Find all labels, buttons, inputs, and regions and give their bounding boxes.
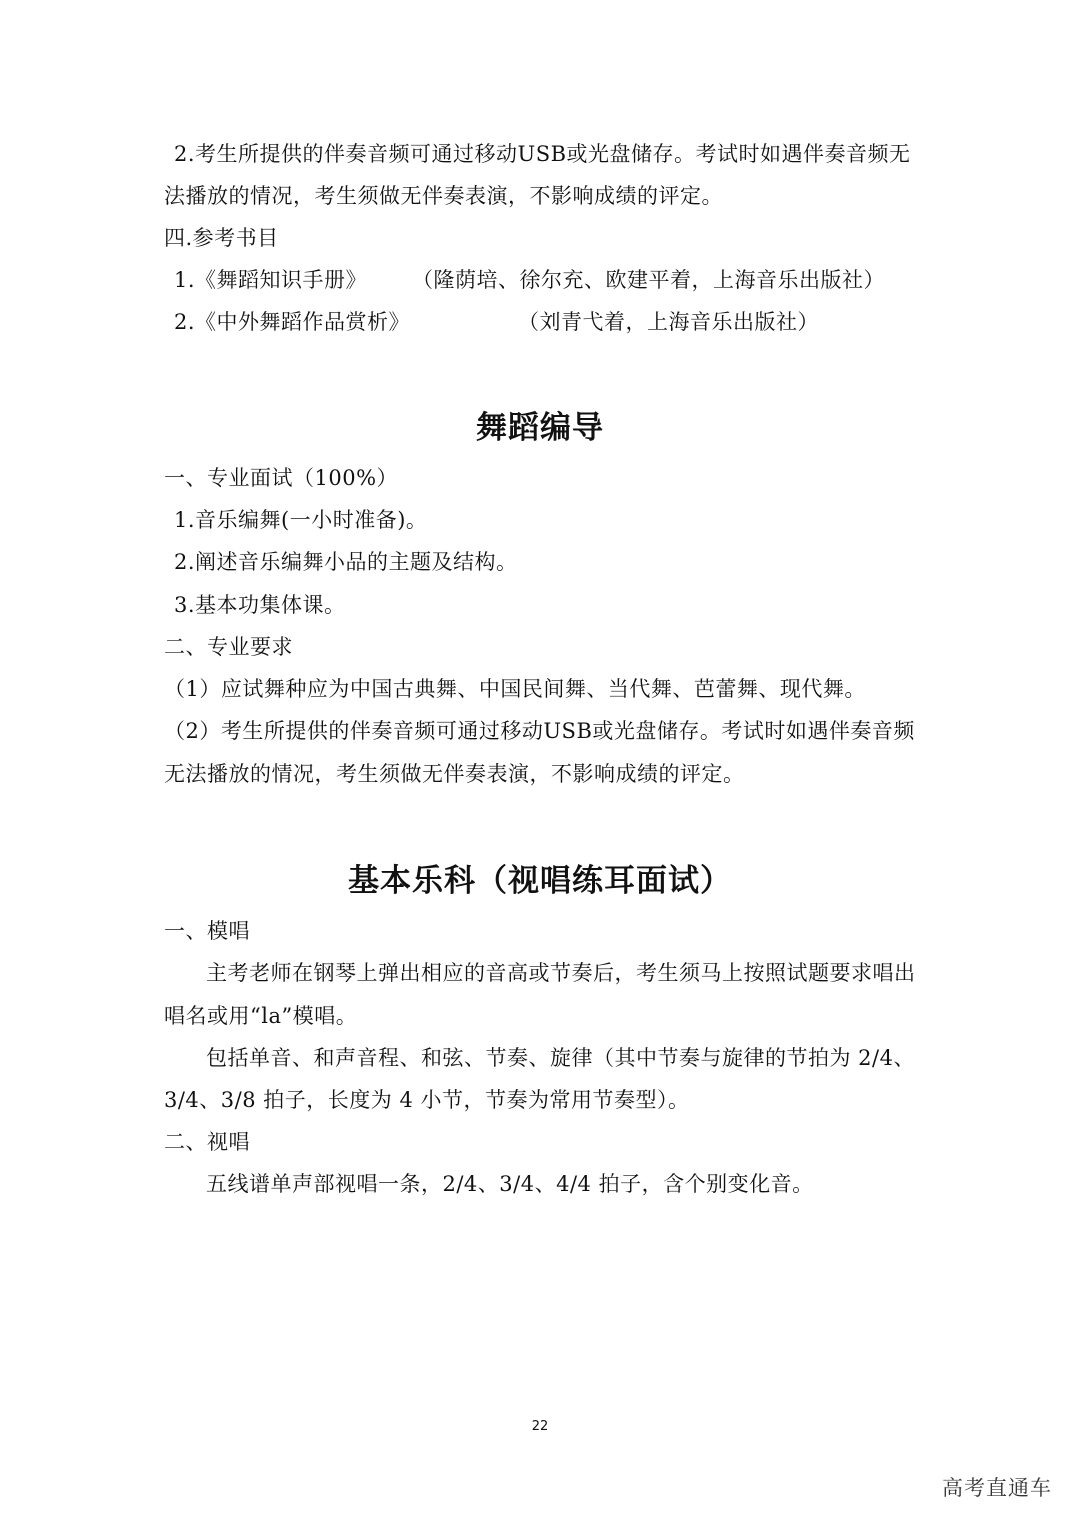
reference-2-title: 2.《中外舞蹈作品赏析》	[174, 310, 411, 334]
sight-singing-heading: 二、视唱	[164, 1130, 250, 1154]
reference-2-info: （刘青弋着，上海音乐出版社）	[518, 310, 819, 334]
choreography-requirement-2-line-1: （2）考生所提供的伴奏音频可通过移动USB或光盘储存。考试时如遇伴奏音频	[164, 719, 915, 743]
choreography-item-1: 1.音乐编舞(一小时准备)。	[174, 508, 428, 532]
imitation-paragraph-2-line-1: 包括单音、和声音程、和弦、节奏、旋律（其中节奏与旋律的节拍为 2/4、	[206, 1046, 915, 1070]
imitation-singing-heading: 一、模唱	[164, 919, 250, 943]
reference-1-title: 1.《舞蹈知识手册》	[174, 268, 368, 292]
choreography-requirement-2-line-2: 无法播放的情况，考生须做无伴奏表演，不影响成绩的评定。	[164, 762, 745, 786]
references-heading: 四.参考书目	[164, 226, 279, 250]
watermark-text: 高考直通车	[942, 1476, 1052, 1500]
choreography-item-2: 2.阐述音乐编舞小品的主题及结构。	[174, 550, 518, 574]
page-number: 22	[531, 1419, 549, 1434]
requirement-2-line-2: 法播放的情况，考生须做无伴奏表演，不影响成绩的评定。	[164, 184, 723, 208]
choreography-requirement-1: （1）应试舞种应为中国古典舞、中国民间舞、当代舞、芭蕾舞、现代舞。	[164, 677, 866, 701]
choreography-item-3: 3.基本功集体课。	[174, 593, 346, 617]
music-basics-title: 基本乐科（视唱练耳面试）	[348, 863, 732, 899]
sight-singing-paragraph: 五线谱单声部视唱一条，2/4、3/4、4/4 拍子，含个别变化音。	[206, 1172, 814, 1196]
choreography-title: 舞蹈编导	[476, 410, 604, 446]
imitation-paragraph-1-line-1: 主考老师在钢琴上弹出相应的音高或节奏后，考生须马上按照试题要求唱出	[206, 961, 916, 985]
requirement-2-line-1: 2.考生所提供的伴奏音频可通过移动USB或光盘储存。考试时如遇伴奏音频无	[174, 142, 911, 166]
imitation-paragraph-1-line-2: 唱名或用“la”模唱。	[164, 1004, 358, 1028]
choreography-section-2-heading: 二、专业要求	[164, 635, 293, 659]
choreography-section-1-heading: 一、专业面试（100%）	[164, 466, 399, 490]
reference-1-info: （隆荫培、徐尔充、欧建平着，上海音乐出版社）	[412, 268, 885, 292]
imitation-paragraph-2-line-2: 3/4、3/8 拍子，长度为 4 小节，节奏为常用节奏型）。	[164, 1088, 690, 1112]
